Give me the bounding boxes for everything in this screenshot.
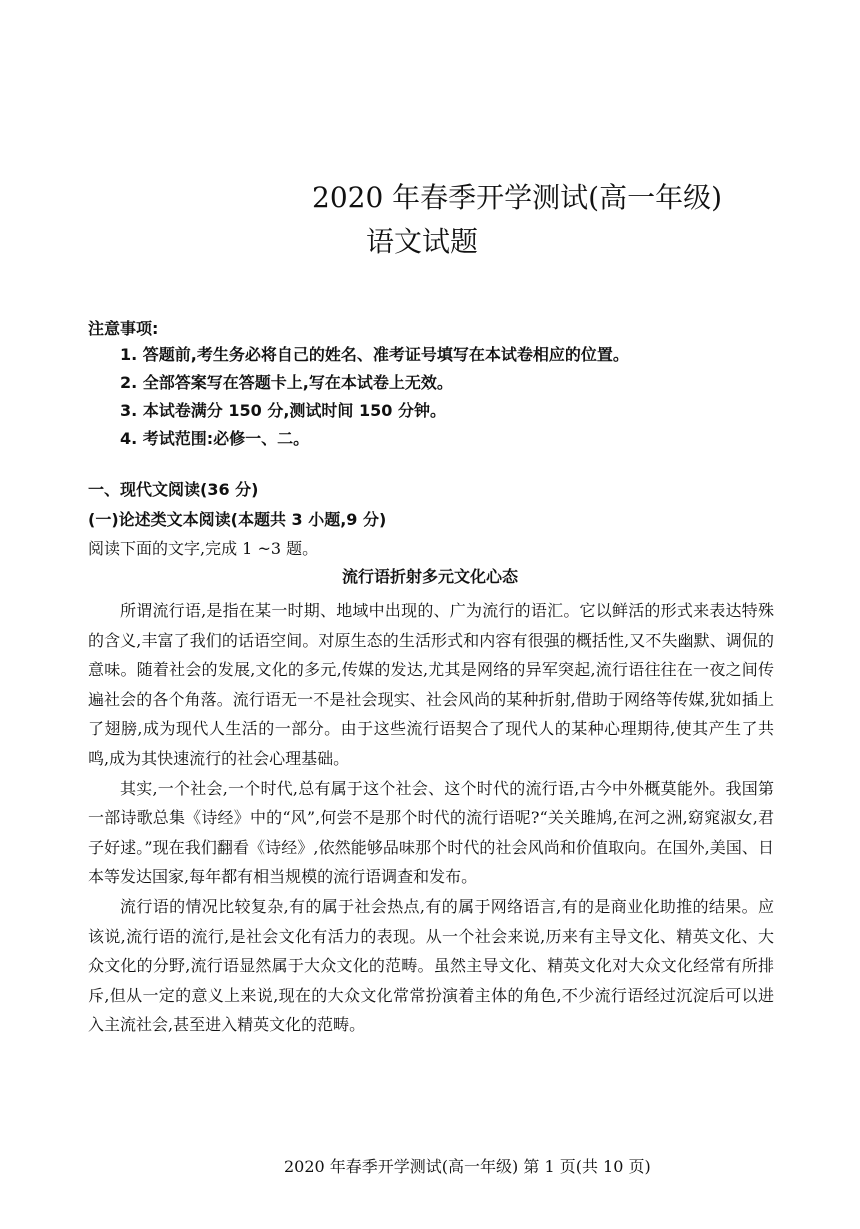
page-footer: 2020 年春季开学测试(高一年级) 第 1 页(共 10 页) bbox=[284, 1157, 651, 1176]
section-heading: 一、现代文阅读(36 分) bbox=[88, 480, 259, 499]
essay-paragraph: 其实,一个社会,一个时代,总有属于这个社会、这个时代的流行语,古今中外概莫能外。我国第一部诗歌总集《诗经》中的“风”,何尝不是那个时代的流行语呢?“关关雎鸠,在河之洲,窈窕淑女,君子好逑。”现在我们翻看《诗经》,依然能够品味那个时代的社会风尚和价值取向。在国外,美国、日本等发达国家,每年都有相当规模的流行语调查和发布。 bbox=[88, 778, 774, 887]
exam-title: 2020 年春季开学测试(高一年级) bbox=[312, 181, 723, 214]
reading-instruction: 阅读下面的文字,完成 1 ~3 题。 bbox=[88, 539, 319, 558]
section-subheading: (一)论述类文本阅读(本题共 3 小题,9 分) bbox=[88, 510, 387, 529]
essay-paragraph: 所谓流行语,是指在某一时期、地域中出现的、广为流行的语汇。它以鲜活的形式来表达特殊的含义,丰富了我们的话语空间。对原生态的生活形式和内容有很强的概括性,又不失幽默、调侃的意味。随着社会的发展,文化的多元,传媒的发达,尤其是网络的异军突起,流行语往往在一夜之间传遍社会的各个角落。流行语无一不是社会现实、社会风尚的某种折射,借助于网络等传媒,犹如插上了翅膀,成为现代人生活的一部分。由于这些流行语契合了现代人的某种心理期待,使其产生了共鸣,成为其快速流行的社会心理基础。 bbox=[88, 601, 774, 768]
notes-list bbox=[120, 343, 629, 455]
exam-subject-title: 语文试题 bbox=[366, 225, 479, 258]
essay-title: 流行语折射多元文化心态 bbox=[341, 567, 518, 586]
notes-item: 4. 考试范围:必修一、二。 bbox=[120, 429, 310, 448]
notes-label: 注意事项: bbox=[88, 319, 159, 338]
notes-item: 2. 全部答案写在答题卡上,写在本试卷上无效。 bbox=[120, 373, 453, 392]
essay-paragraph: 流行语的情况比较复杂,有的属于社会热点,有的属于网络语言,有的是商业化助推的结果。应该说,流行语的流行,是社会文化有活力的表现。从一个社会来说,历来有主导文化、精英文化、大众文化的分野,流行语显然属于大众文化的范畴。虽然主导文化、精英文化对大众文化经常有所排斥,但从一定的意义上来说,现在的大众文化常常扮演着主体的角色,不少流行语经过沉淀后可以进入主流社会,甚至进入精英文化的范畴。 bbox=[88, 896, 774, 1035]
notes-item: 1. 答题前,考生务必将自己的姓名、准考证号填写在本试卷相应的位置。 bbox=[120, 345, 629, 364]
essay-body bbox=[88, 596, 774, 1040]
notes-item: 3. 本试卷满分 150 分,测试时间 150 分钟。 bbox=[120, 401, 446, 420]
